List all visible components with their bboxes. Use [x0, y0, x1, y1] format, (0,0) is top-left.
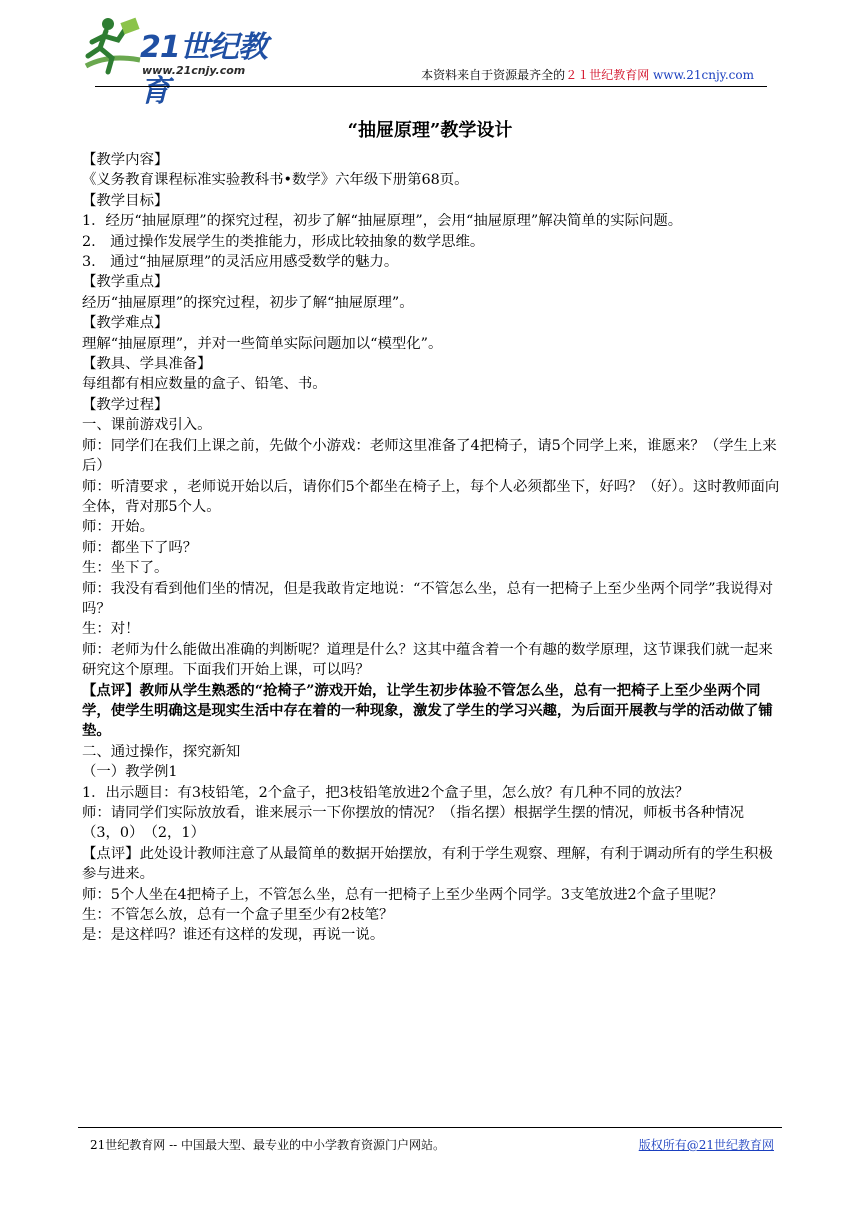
paragraph: 师：5个人坐在4把椅子上，不管怎么坐，总有一把椅子上至少坐两个同学。3支笔放进2个盒子里呢？ — [82, 886, 724, 903]
logo-url: www.21cnjy.com — [142, 64, 246, 77]
site-logo[interactable] — [78, 14, 288, 109]
paragraph: 【教学难点】 — [82, 315, 169, 332]
paragraph: 【教学目标】 — [82, 192, 169, 209]
paragraph: 师：开始。 — [82, 519, 154, 536]
paragraph: 师：请同学们实际放放看，谁来展示一下你摆放的情况？（指名摆）根据学生摆的情况，师板书各种情况 （3，0） （2，1） — [82, 805, 759, 842]
paragraph: 【教具、学具准备】 — [82, 356, 212, 373]
header-note-site-link[interactable]: ２１世纪教育网 — [565, 68, 650, 82]
footer-site-description: 21世纪教育网 -- 中国最大型、最专业的中小学教育资源门户网站。 — [90, 1138, 446, 1152]
header-source-note — [421, 66, 754, 83]
header-note-prefix: 本资料来自于资源最齐全的 — [421, 68, 566, 82]
document-title: “抽屉原理”教学设计 — [347, 120, 513, 141]
paragraph: 3. 通过“抽屉原理”的灵活应用感受数学的魅力。 — [82, 254, 399, 271]
paragraph: 2. 通过操作发展学生的类推能力，形成比较抽象的数学思维。 — [82, 233, 485, 250]
paragraph: 理解“抽屉原理”，并对一些简单实际问题加以“模型化”。 — [82, 335, 443, 352]
runner-icon — [78, 14, 148, 80]
paragraph: 师：都坐下了吗？ — [82, 539, 198, 556]
paragraph: 经历“抽屉原理”的探究过程，初步了解“抽屉原理”。 — [82, 294, 414, 311]
footer-copyright-link[interactable]: 版权所有@21世纪教育网 — [638, 1138, 774, 1152]
logo-text: 21世纪教育 — [140, 30, 267, 109]
paragraph: 生：坐下了。 — [82, 560, 169, 577]
paragraph: 《义务教育课程标准实验教科书•数学》六年级下册第68页。 — [82, 172, 469, 189]
paragraph: （一）教学例1 — [82, 764, 178, 781]
paragraph: 师：我没有看到他们坐的情况，但是我敢肯定地说：“不管怎么坐，总有一把椅子上至少坐两个同学”我说得对吗？ — [82, 580, 774, 617]
paragraph: 是：是这样吗？谁还有这样的发现，再说一说。 — [82, 927, 385, 944]
paragraph: 师：同学们在我们上课之前，先做个小游戏：老师这里准备了4把椅子，请5个同学上来，谁愿来？（学生上来后） — [82, 437, 777, 475]
paragraph: 师：听清要求 ，老师说开始以后，请你们5个都坐在椅子上，每个人必须都坐下，好吗？（好）。这时教师面向全体，背对那5个人。 — [82, 478, 780, 515]
paragraph: 1．经历“抽屉原理”的探究过程，初步了解“抽屉原理”，会用“抽屉原理”解决简单的实际问题。 — [82, 213, 683, 230]
paragraph: 生：不管怎么放，总有一个盒子里至少有2枝笔？ — [82, 907, 394, 924]
paragraph: 每组都有相应数量的盒子、铅笔、书。 — [82, 376, 327, 393]
header-note-url-link[interactable]: www.21cnjy.com — [653, 68, 754, 82]
paragraph: 【点评】教师从学生熟悉的“抢椅子”游戏开始，让学生初步体验不管怎么坐，总有一把椅子上至少坐两个同学，使学生明确这是现实生活中存在着的一种现象，激发了学生的学习兴趣，为后面开展教与学的活动做了铺垫。 — [82, 681, 773, 740]
paragraph: 【教学内容】 — [82, 152, 169, 168]
paragraph: 二、通过操作，探究新知 — [82, 743, 241, 760]
footer-divider — [78, 1127, 782, 1128]
paragraph: 【点评】此处设计教师注意了从最简单的数据开始摆放，有利于学生观察、理解，有利于调动所有的学生积极参与进来。 — [82, 845, 773, 883]
paragraph: 【教学重点】 — [82, 274, 169, 291]
document-body — [82, 150, 782, 946]
paragraph: 【教学过程】 — [82, 396, 169, 413]
paragraph: 师：老师为什么能做出准确的判断呢？道理是什么？这其中蕴含着一个有趣的数学原理，这节课我们就一起来研究这个原理。下面我们开始上课，可以吗？ — [82, 641, 773, 679]
paragraph: 一、课前游戏引入。 — [82, 417, 212, 434]
paragraph: 生：对！ — [82, 621, 140, 638]
header-divider — [95, 86, 767, 87]
paragraph: 1．出示题目：有3枝铅笔，2个盒子，把3枝铅笔放进2个盒子里，怎么放？有几种不同的放法？ — [82, 784, 690, 801]
